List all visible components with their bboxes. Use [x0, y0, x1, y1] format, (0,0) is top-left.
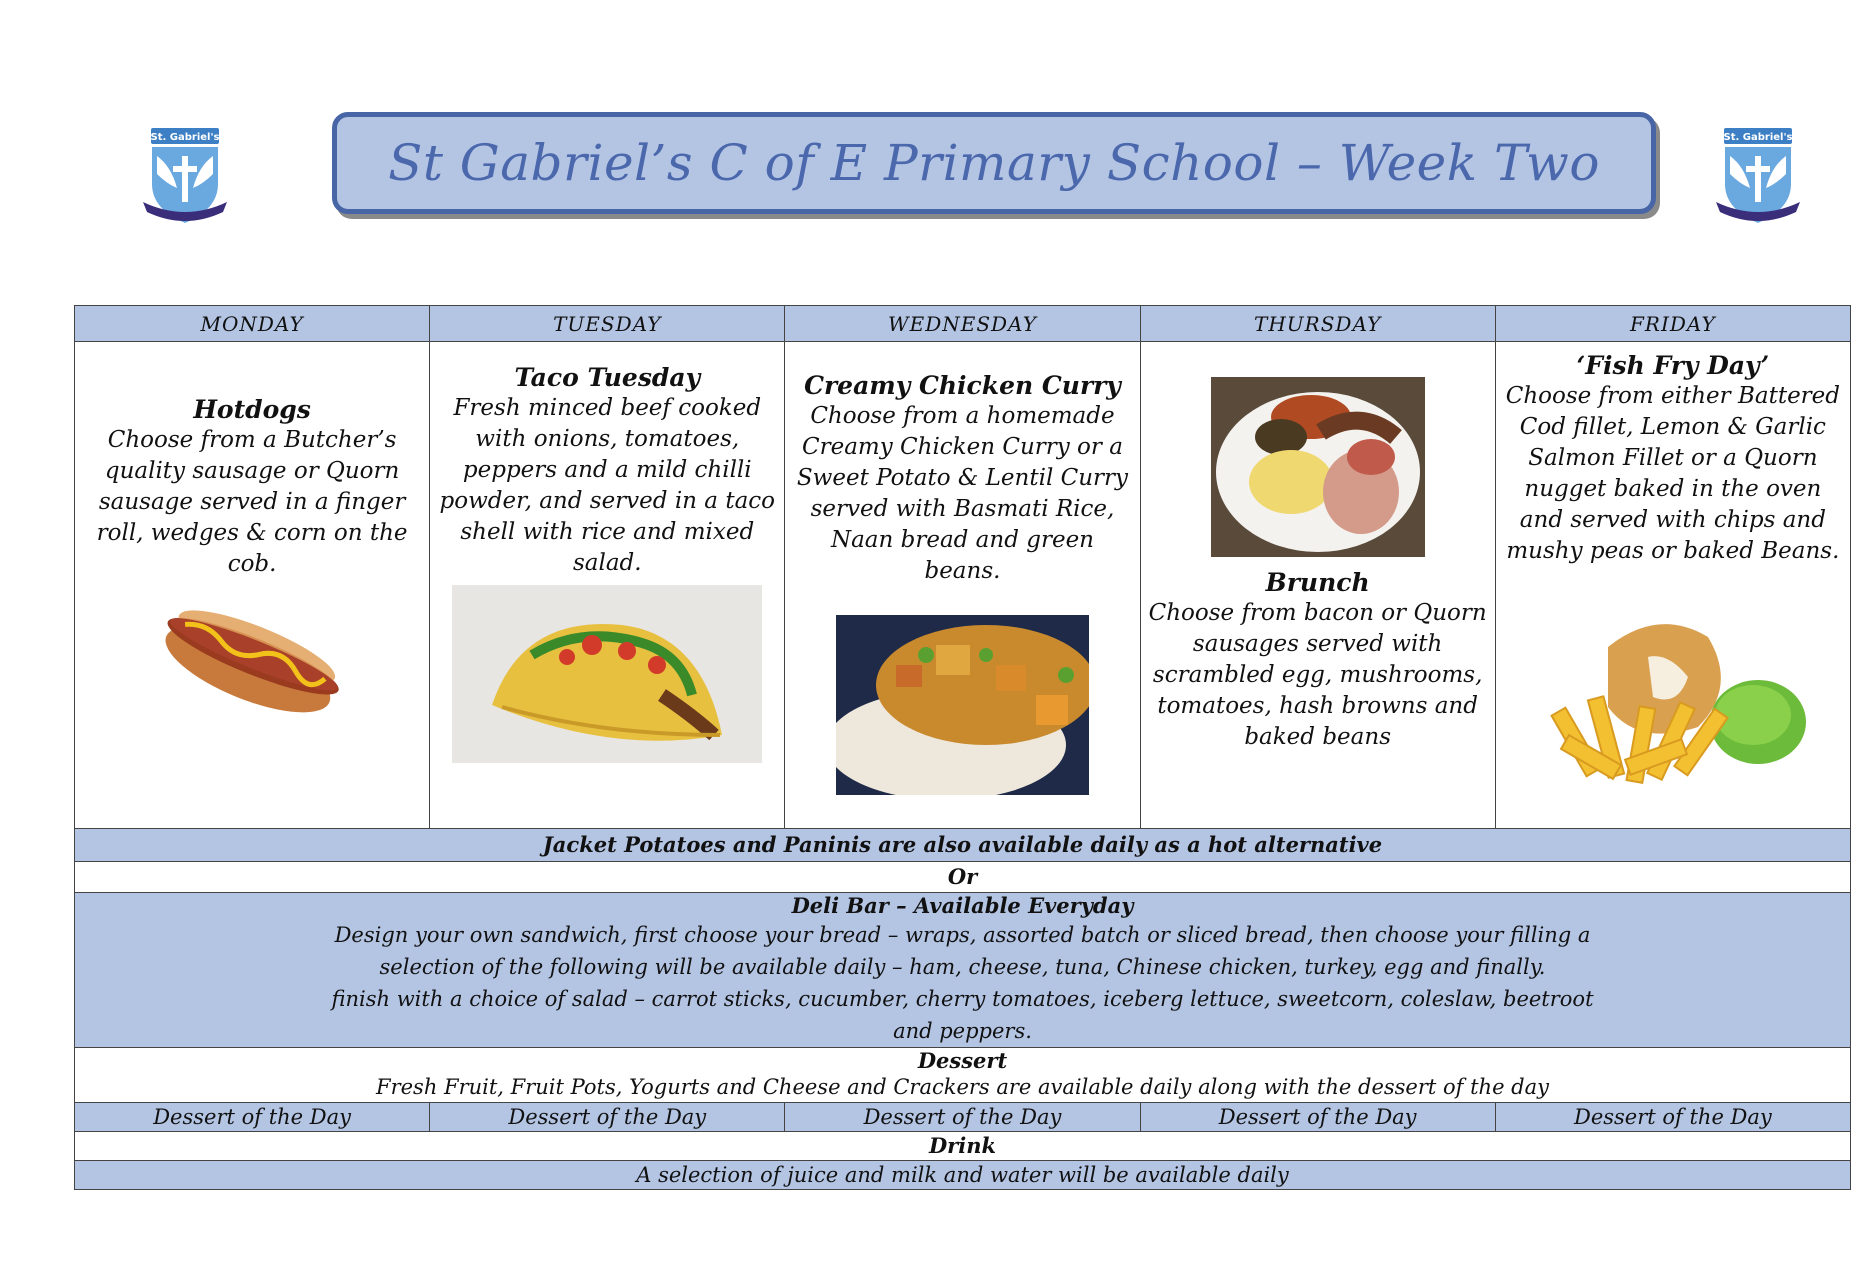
day-header-tuesday: TUESDAY [430, 306, 785, 342]
drink-title-row [75, 1132, 1851, 1161]
page-title: St Gabriel’s C of E Primary School – Week Two [388, 134, 1600, 192]
drink-text: A selection of juice and milk and water will be available daily [75, 1161, 1851, 1190]
meal-title-monday: Hotdogs [193, 395, 311, 424]
alternative-row [75, 829, 1851, 862]
meal-title-tuesday: Taco Tuesday [514, 363, 701, 392]
deli-line: and peppers. [893, 1019, 1032, 1043]
alternative-text: Jacket Potatoes and Paninis are also available daily as a hot alternative [75, 829, 1851, 862]
dessert-of-the-day-row [75, 1103, 1851, 1132]
menu-table [74, 305, 1851, 1190]
meal-description-thursday: Choose from bacon or Quorn sausages served with scrambled egg, mushrooms, tomatoes, hash browns and baked beans [1148, 600, 1487, 750]
meal-title-thursday: Brunch [1265, 568, 1370, 597]
taco-image [452, 585, 762, 763]
dessert-of-the-day-wednesday: Dessert of the Day [785, 1103, 1140, 1132]
dessert-of-the-day-tuesday: Dessert of the Day [430, 1103, 785, 1132]
logo-text: St. Gabriel's [1723, 132, 1793, 143]
meal-description-monday: Choose from a Butcher’s quality sausage or Quorn sausage served in a finger roll, wedges & corn on the cob. [96, 427, 408, 577]
or-row [75, 862, 1851, 893]
drink-title: Drink [75, 1132, 1851, 1161]
day-header-monday: MONDAY [75, 306, 430, 342]
school-crest-icon [1710, 126, 1806, 230]
meal-description-tuesday: Fresh minced beef cooked with onions, tomatoes, peppers and a mild chilli powder, and served in a taco shell with rice and mixed salad. [439, 395, 776, 576]
meal-description-friday: Choose from either Battered Cod fillet, Lemon & Garlic Salmon Fillet or a Quorn nugget baked in the oven and served with chips and mushy peas or baked Beans. [1505, 383, 1841, 564]
drink-text-row [75, 1161, 1851, 1190]
deli-title: Deli Bar – Available Everyday [791, 893, 1134, 918]
deli-bar-cell [75, 893, 1851, 1048]
day-header-row [75, 306, 1851, 342]
dessert-text: Fresh Fruit, Fruit Pots, Yogurts and Cheese and Crackers are available daily along with the dessert of the day [376, 1075, 1549, 1099]
school-crest-icon [137, 126, 233, 230]
meal-title-friday: ‘Fish Fry Day’ [1576, 351, 1770, 380]
meal-description-wednesday: Choose from a homemade Creamy Chicken Curry or a Sweet Potato & Lentil Curry served with Basmati Rice, Naan bread and green beans. [796, 403, 1129, 584]
logo-text: St. Gabriel's [150, 132, 220, 143]
deli-line: selection of the following will be available daily – ham, cheese, tuna, Chinese chicken, turkey, egg and finally. [379, 955, 1546, 979]
meal-cell-friday [1495, 342, 1850, 829]
dessert-row [75, 1048, 1851, 1103]
deli-line: Design your own sandwich, first choose your bread – wraps, assorted batch or sliced bread, then choose your filling a [334, 923, 1591, 947]
brunch-image [1211, 377, 1425, 557]
or-text: Or [75, 862, 1851, 893]
dessert-cell [75, 1048, 1851, 1103]
meal-cell-tuesday [430, 342, 785, 829]
meals-row [75, 342, 1851, 829]
fish-and-chips-image [1538, 607, 1808, 789]
day-header-friday: FRIDAY [1495, 306, 1850, 342]
meal-cell-wednesday [785, 342, 1140, 829]
meal-title-wednesday: Creamy Chicken Curry [804, 371, 1121, 400]
curry-image [836, 615, 1089, 795]
day-header-wednesday: WEDNESDAY [785, 306, 1140, 342]
day-header-thursday: THURSDAY [1140, 306, 1495, 342]
hotdog-image [157, 592, 347, 727]
dessert-title: Dessert [917, 1048, 1008, 1073]
meal-cell-monday [75, 342, 430, 829]
dessert-of-the-day-friday: Dessert of the Day [1495, 1103, 1850, 1132]
title-banner [332, 112, 1656, 214]
deli-line: finish with a choice of salad – carrot sticks, cucumber, cherry tomatoes, iceberg lettuce, sweetcorn, coleslaw, beetroot [331, 987, 1594, 1011]
school-logo-left [137, 126, 233, 230]
deli-row [75, 893, 1851, 1048]
meal-cell-thursday [1140, 342, 1495, 829]
school-logo-right [1710, 126, 1806, 230]
dessert-of-the-day-monday: Dessert of the Day [75, 1103, 430, 1132]
dessert-of-the-day-thursday: Dessert of the Day [1140, 1103, 1495, 1132]
